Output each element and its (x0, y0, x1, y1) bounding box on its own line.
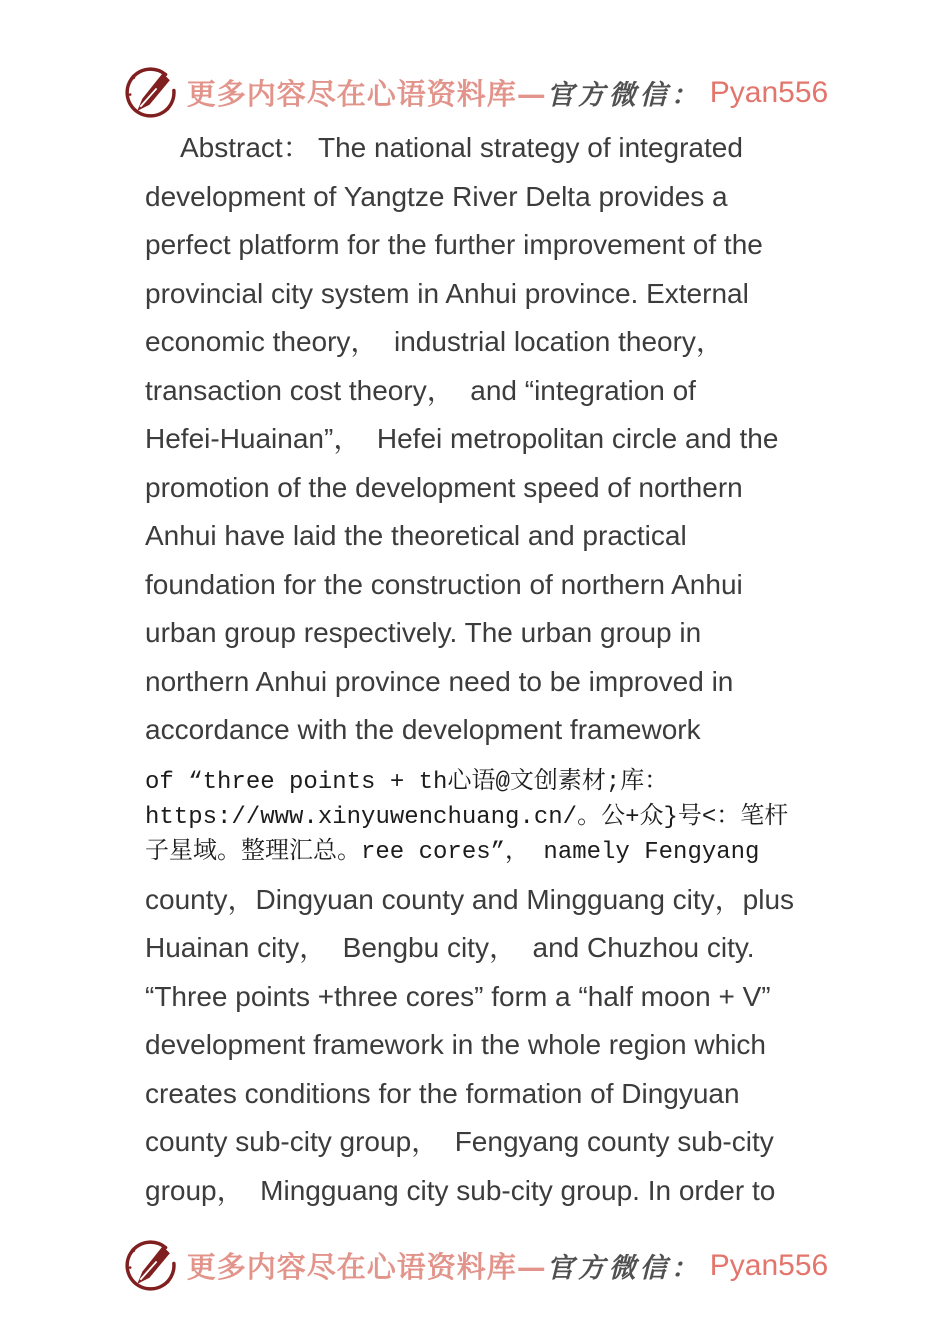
text-line: economic theory， industrial location theory， (145, 326, 724, 357)
text-line: 子星域。整理汇总。ree cores”， namely Fengyang (145, 838, 760, 866)
text-line: provincial city system in Anhui province. External (145, 277, 749, 309)
text-line: https://www.xinyuwenchuang.cn/。公+众}号<：笔杆 (145, 803, 789, 831)
text-line: Huainan city， Bengbu city， and Chuzhou city. (145, 932, 755, 963)
text-line: “Three points +three cores” form a “half moon + V” (145, 980, 771, 1012)
wechat-id: Pyan556 (709, 1248, 829, 1282)
text-line: Anhui have laid the theoretical and practical (145, 520, 687, 551)
pen-logo-icon (122, 1237, 179, 1294)
text-line: accordance with the development framework (145, 714, 701, 745)
text-line: of “three points + th心语@文创素材;库： (145, 768, 669, 796)
abstract-text (0, 124, 845, 1215)
wechat-label: 官方微信： (546, 80, 702, 111)
wechat-id: Pyan556 (709, 75, 829, 109)
text-line: development of Yangtze River Delta provides a (145, 180, 728, 212)
text-line: perfect platform for the further improvement of the (145, 229, 763, 260)
text-line: promotion of the development speed of northern (145, 471, 743, 503)
text-line: county，Dingyuan county and Mingguang city，plus (145, 883, 795, 915)
watermark-header (0, 0, 950, 121)
text-line: Hefei-Huainan”， Hefei metropolitan circle and the (145, 423, 779, 454)
pen-logo-icon (122, 64, 179, 121)
watermark-brand-text: 更多内容尽在心语资料库— (186, 1250, 547, 1284)
text-line: county sub-city group， Fengyang county sub-city (145, 1126, 774, 1157)
text-line: foundation for the construction of northern Anhui (145, 568, 743, 600)
text-line: creates conditions for the formation of Dingyuan (145, 1077, 740, 1109)
text-line: development framework in the whole region which (145, 1029, 766, 1060)
text-line: group， Mingguang city sub-city group. In order to (145, 1174, 776, 1206)
text-line: transaction cost theory， and “integration of (145, 374, 696, 406)
wechat-label: 官方微信： (546, 1253, 702, 1284)
text-line: Abstract： The national strategy of integrated (180, 132, 743, 163)
watermark-brand-text: 更多内容尽在心语资料库— (186, 77, 547, 111)
text-line: northern Anhui province need to be improved in (145, 665, 734, 697)
watermark-footer (0, 1237, 950, 1294)
text-line: urban group respectively. The urban group in (145, 617, 702, 648)
